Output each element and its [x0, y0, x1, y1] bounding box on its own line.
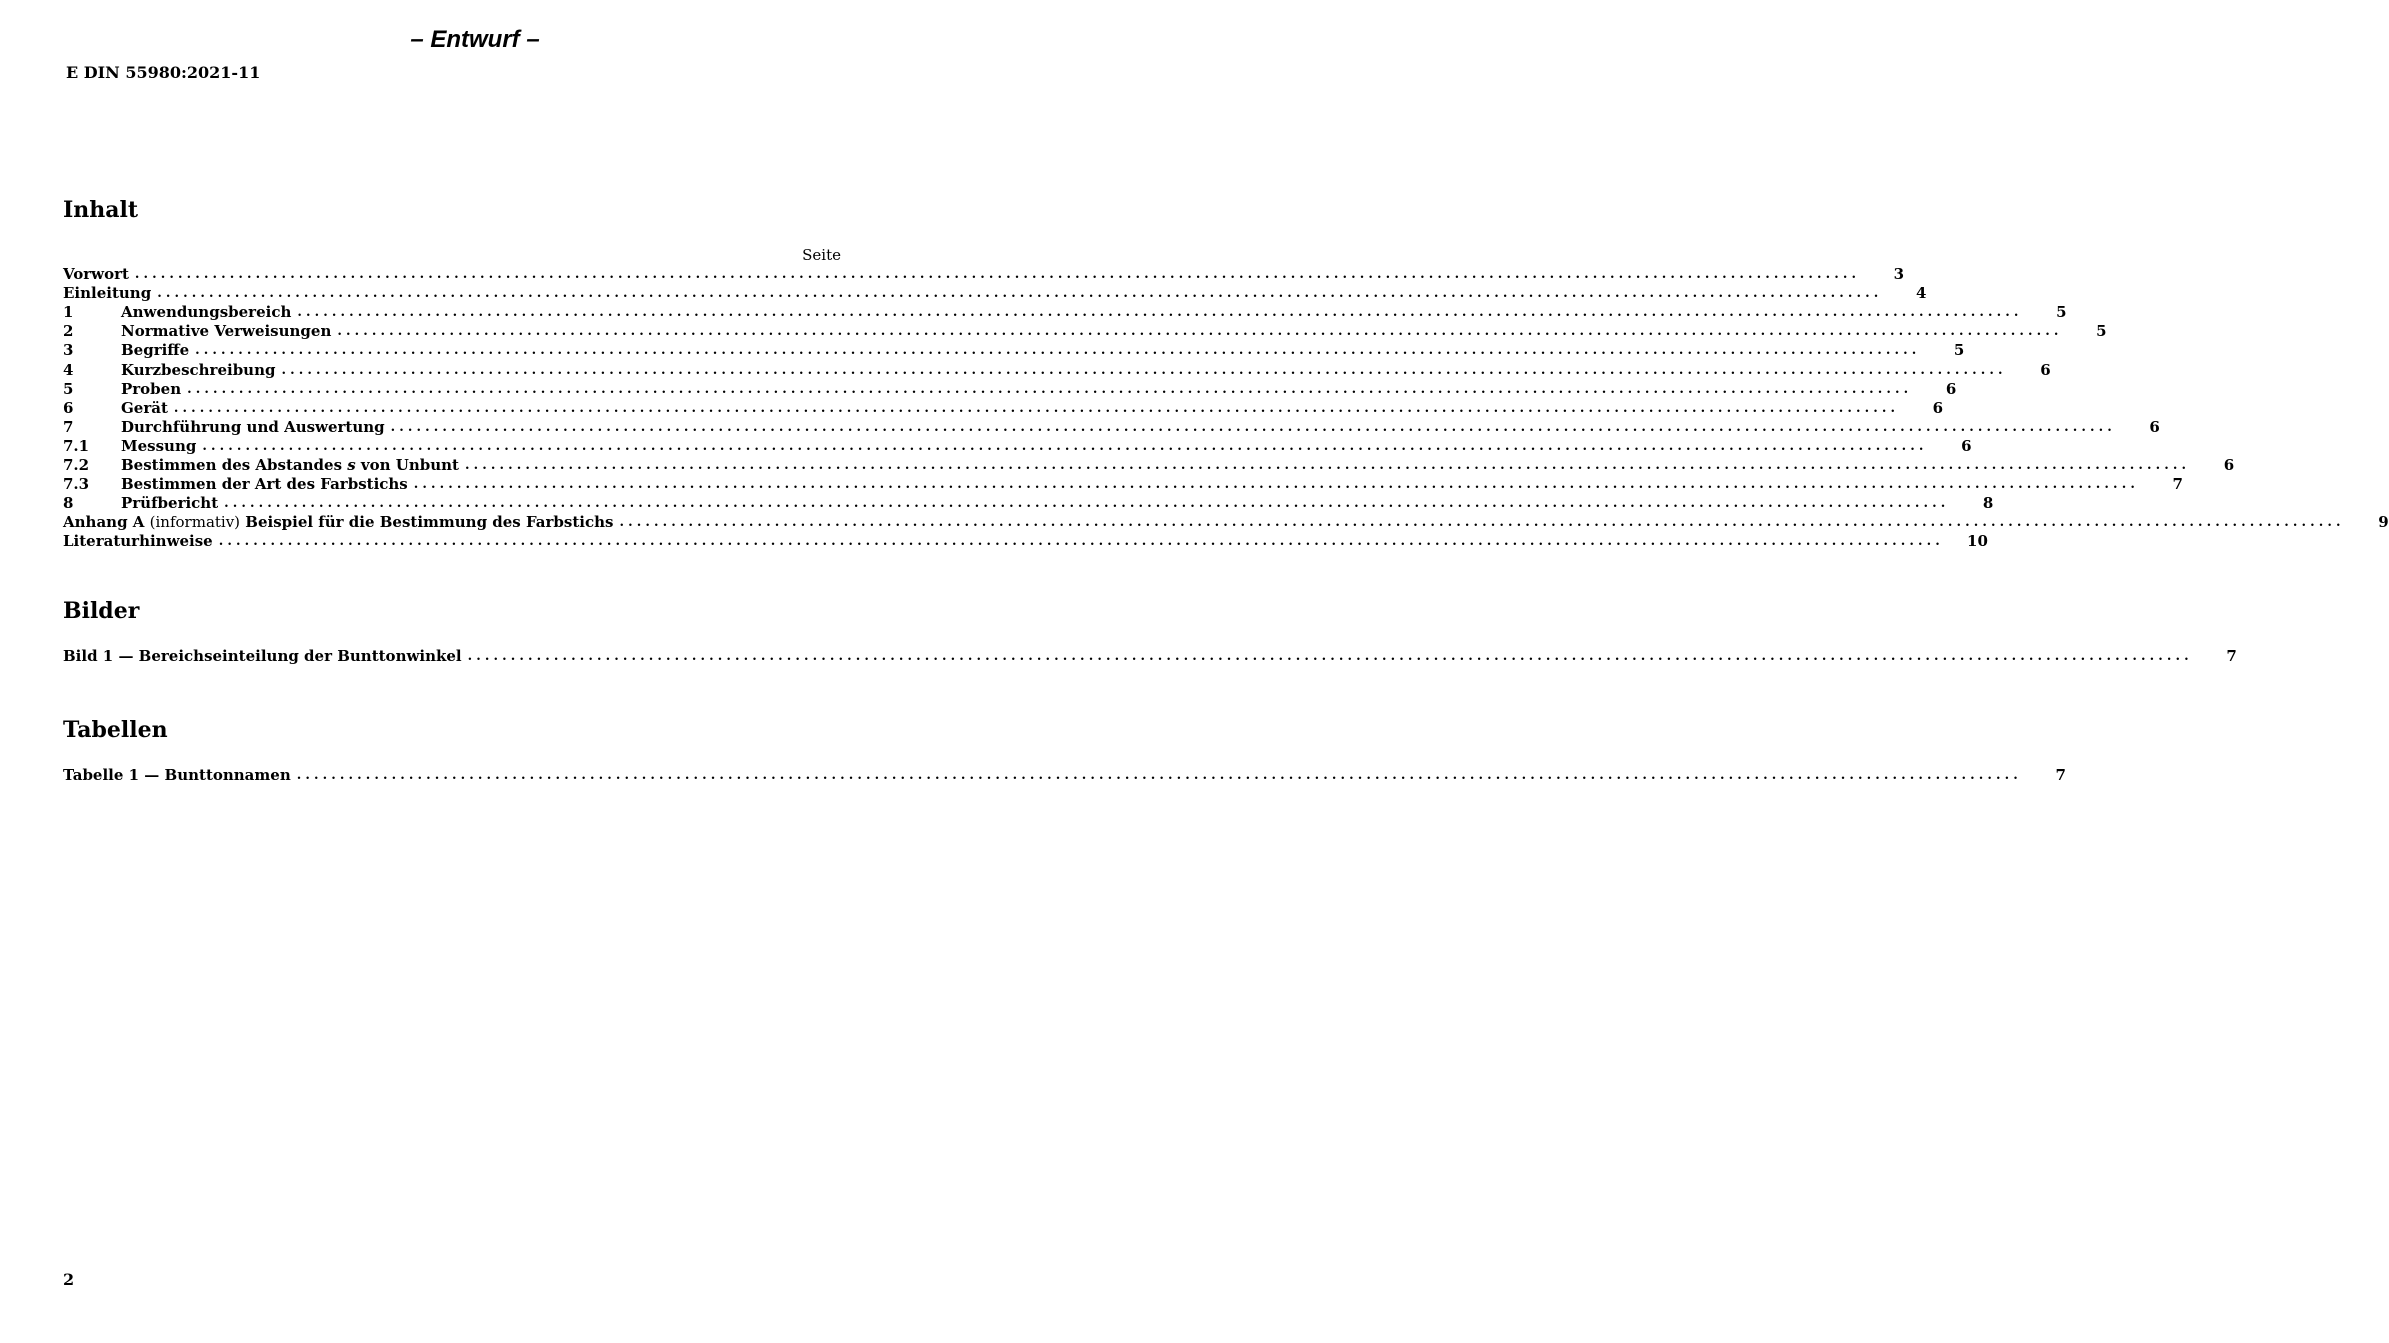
title-part: Bestimmen des Abstandes: [121, 456, 348, 475]
dot-leader: ........................................................................................................................................................................................................: [195, 343, 1921, 359]
toc-entry-number: 7.2: [63, 456, 90, 475]
toc-entry-page: 5: [2096, 322, 2107, 341]
dot-leader: ........................................................................................................................................................................................................: [281, 362, 2007, 378]
toc-entry-page: 8: [1982, 494, 1994, 513]
toc-entry-title: Prüfbericht: [121, 494, 219, 513]
toc-entry-title: Proben: [121, 379, 182, 398]
dot-leader: ........................................................................................................................................................................................................: [297, 305, 2023, 321]
toc-entry[interactable]: [63, 494, 1994, 513]
toc-entry[interactable]: [63, 436, 1972, 456]
toc-entry-title: Gerät: [121, 398, 168, 417]
toc-entry[interactable]: [63, 303, 2067, 322]
dot-leader: ........................................................................................................................................................................................................: [224, 496, 1950, 512]
title-part: von Unbunt: [355, 456, 459, 475]
toc-entry-number: 6: [63, 398, 74, 417]
toc-entry[interactable]: [63, 379, 1957, 399]
toc-entry-page: 3: [1893, 265, 1905, 284]
dot-leader: ........................................................................................................................................................................................................: [296, 768, 2022, 784]
toc-entry-title: Bild 1 — Bereichseinteilung der Bunttonwinkel: [63, 647, 462, 666]
toc-entry-number: 5: [63, 379, 74, 398]
toc-entry[interactable]: [63, 322, 2107, 341]
toc-entry-page: 7: [2172, 475, 2183, 494]
toc-entry[interactable]: [63, 284, 1927, 303]
dot-leader: ........................................................................................................................................................................................................: [173, 400, 1900, 416]
toc-entry[interactable]: [63, 766, 2066, 785]
table-of-contents: [63, 246, 2389, 551]
list-of-figures: [63, 647, 2237, 666]
figures-heading: Bilder: [63, 598, 140, 624]
toc-entry-page: 6: [2040, 360, 2051, 379]
dot-leader: ........................................................................................................................................................................................................: [218, 534, 1944, 550]
toc-entry-title: Bestimmen der Art des Farbstichs: [121, 475, 408, 494]
dot-leader: ........................................................................................................................................................................................................: [464, 458, 2191, 474]
toc-entry-number: 1: [63, 303, 74, 322]
toc-entry[interactable]: [63, 532, 1988, 551]
toc-entry-number: 7: [63, 417, 74, 436]
dot-leader: ........................................................................................................................................................................................................: [467, 649, 2193, 665]
toc-entry-number: 7.3: [63, 475, 90, 494]
toc-entry-number: 2: [63, 322, 74, 341]
toc-entry-title: [63, 513, 619, 532]
toc-entry-title: Begriffe: [121, 341, 190, 360]
annex-type: (informativ): [149, 513, 241, 532]
toc-entry-page: 6: [1932, 398, 1944, 417]
dot-leader: ........................................................................................................................................................................................................: [134, 267, 1861, 283]
annex-title: Beispiel für die Bestimmung des Farbstichs: [240, 513, 614, 532]
toc-entry[interactable]: [63, 341, 1965, 360]
toc-entry-title: Durchführung und Auswertung: [121, 417, 385, 436]
toc-entry[interactable]: [63, 417, 2160, 437]
toc-entry-page: 4: [1915, 284, 1927, 303]
toc-entry-page: 6: [2149, 417, 2160, 436]
toc-entry-title: Normative Verweisungen: [121, 322, 332, 341]
toc-entry-page: 6: [1945, 379, 1957, 398]
toc-entry-page: 6: [2223, 456, 2235, 475]
toc-entry-title: Vorwort: [63, 265, 129, 284]
toc-entry-number: 3: [63, 341, 74, 360]
dot-leader: ........................................................................................................................................................................................................: [202, 438, 1928, 454]
draft-label: – Entwurf –: [410, 26, 540, 53]
toc-entry-number: 7.1: [63, 436, 90, 455]
toc-entry[interactable]: [63, 360, 2051, 379]
dot-leader: ........................................................................................................................................................................................................: [337, 324, 2063, 340]
contents-heading: Inhalt: [63, 197, 139, 223]
toc-entry[interactable]: [63, 456, 2235, 475]
dot-leader: ........................................................................................................................................................................................................: [187, 381, 1913, 397]
toc-entry-title: Literaturhinweise: [63, 532, 213, 551]
toc-entry-page: 6: [1961, 436, 1972, 455]
toc-entry[interactable]: [63, 513, 2389, 532]
toc-entry-title: Einleitung: [63, 284, 152, 303]
list-of-tables: [63, 766, 2066, 785]
toc-entry-number: 4: [63, 360, 74, 379]
toc-entry-title: Tabelle 1 — Bunttonnamen: [63, 766, 291, 785]
toc-entry-page: 7: [2226, 647, 2237, 666]
title-italic-part: s: [347, 456, 356, 475]
dot-leader: ........................................................................................................................................................................................................: [390, 419, 2116, 435]
toc-entry[interactable]: [63, 265, 1905, 284]
dot-leader: ........................................................................................................................................................................................................: [157, 286, 1883, 302]
toc-entry[interactable]: [63, 398, 1944, 418]
annex-label: Anhang A: [63, 513, 150, 532]
document-id: E DIN 55980:2021-11: [66, 63, 261, 82]
toc-entry-page: 10: [1967, 532, 1988, 551]
toc-entry-title: Anwendungsbereich: [121, 303, 292, 322]
dot-leader: ........................................................................................................................................................................................................: [413, 477, 2139, 493]
toc-entry-page: 5: [2056, 303, 2067, 322]
toc-entry-title: [121, 456, 465, 475]
toc-entry-number: 8: [63, 494, 74, 513]
toc-entry-title: Messung: [121, 436, 197, 455]
dot-leader: ........................................................................................................................................................................................................: [619, 515, 2345, 531]
toc-entry-title: Kurzbeschreibung: [121, 360, 276, 379]
tables-heading: Tabellen: [63, 717, 168, 743]
page-column-label: Seite: [802, 246, 841, 264]
toc-entry[interactable]: [63, 647, 2237, 666]
toc-entry[interactable]: [63, 475, 2183, 494]
toc-entry-page: 7: [2055, 766, 2066, 785]
toc-entry-page: 9: [2378, 513, 2389, 532]
page-number: 2: [63, 1270, 75, 1289]
toc-entry-page: 5: [1953, 341, 1965, 360]
